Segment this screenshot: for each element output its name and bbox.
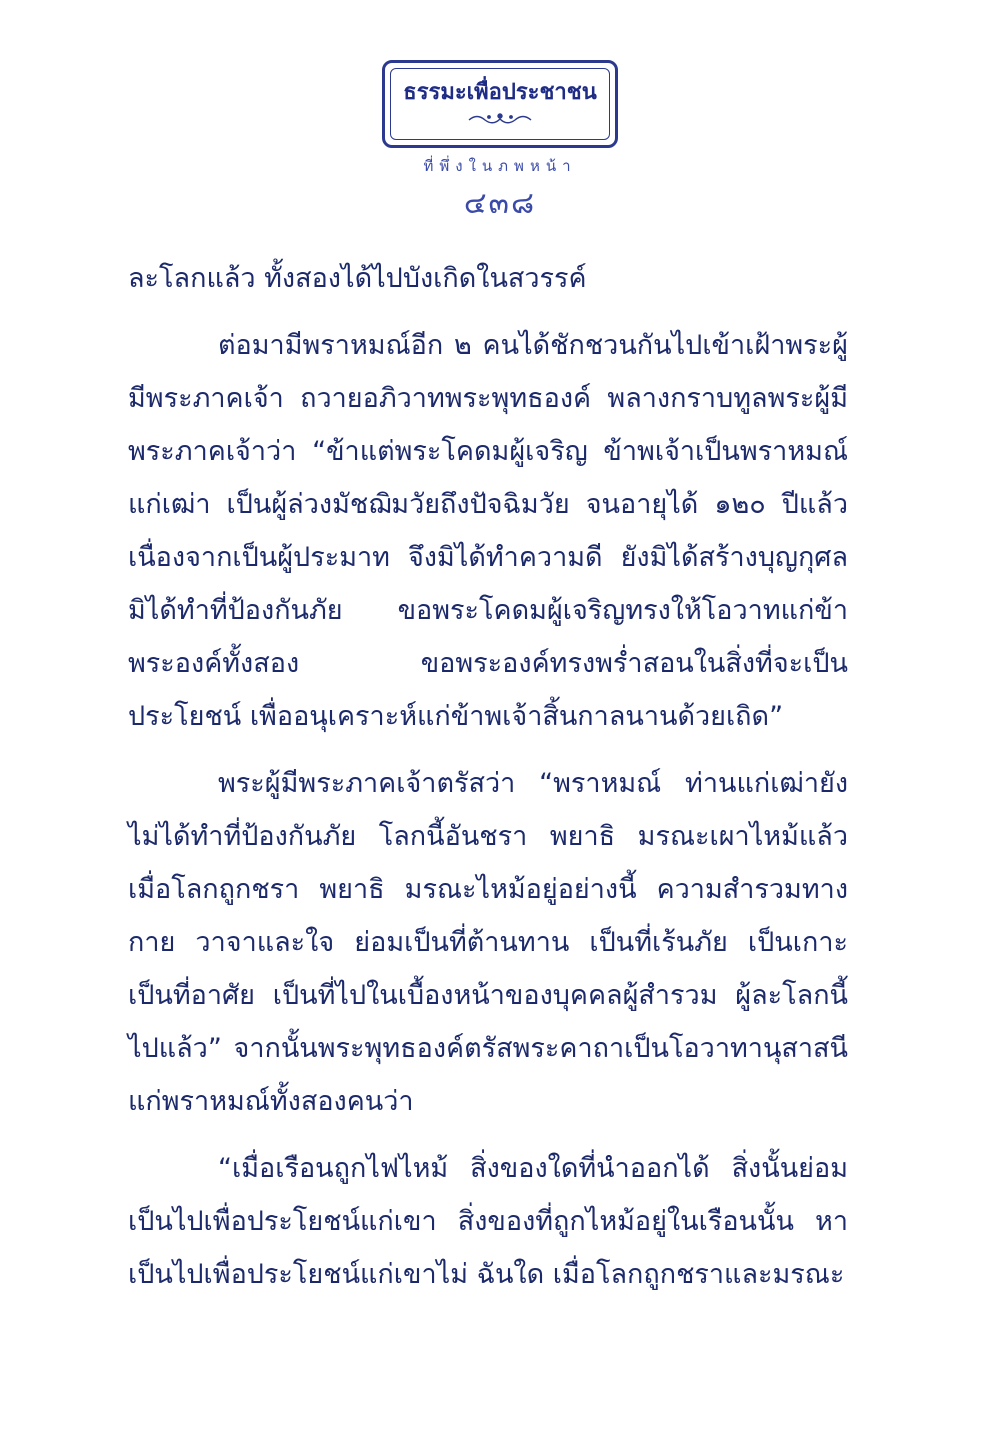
page-header <box>0 60 1000 227</box>
ornament-icon <box>465 111 535 127</box>
book-logo <box>382 60 618 148</box>
paragraph: ต่อมามีพราหมณ์อีก ๒ คนได้ชักชวนกันไปเข้าเฝ้าพระผู้มีพระภาคเจ้า ถวายอภิวาทพระพุทธองค์ พลางกราบทูลพระผู้มีพระภาคเจ้าว่า “ข้าแต่พระโคดมผู้เจริญ ข้าพเจ้าเป็นพราหมณ์แก่เฒ่า เป็นผู้ล่วงมัชฌิมวัยถึงปัจฉิมวัย จนอายุได้ ๑๒๐ ปีแล้ว เนื่องจากเป็นผู้ประมาท จึงมิได้ทำความดี ยังมิได้สร้างบุญกุศล มิได้ทำที่ป้องกันภัย ขอพระโคดมผู้เจริญทรงให้โอวาทแก่ข้าพระองค์ทั้งสอง ขอพระองค์ทรงพร่ำสอนในสิ่งที่จะเป็นประโยชน์ เพื่ออนุเคราะห์แก่ข้าพเจ้าสิ้นกาลนานด้วยเถิด” <box>128 330 848 732</box>
book-subtitle: ที่พึ่งในภพหน้า <box>423 157 577 175</box>
paragraph: ละโลกแล้ว ทั้งสองได้ไปบังเกิดในสวรรค์ <box>128 263 587 294</box>
paragraph: “เมื่อเรือนถูกไฟไหม้ สิ่งของใดที่นำออกได้ สิ่งนั้นย่อมเป็นไปเพื่อประโยชน์แก่เขา สิ่งของที่ถูกไหม้อยู่ในเรือนนั้น หาเป็นไปเพื่อประโยชน์แก่เขาไม่ ฉันใด เมื่อโลกถูกชราและมรณะ <box>128 1153 848 1290</box>
page-number: ๔๓๘ <box>463 186 537 221</box>
paragraph: พระผู้มีพระภาคเจ้าตรัสว่า “พราหมณ์ ท่านแก่เฒ่ายังไม่ได้ทำที่ป้องกันภัย โลกนี้อันชรา พยาธิ มรณะเผาไหม้แล้ว เมื่อโลกถูกชรา พยาธิ มรณะไหม้อยู่อย่างนี้ ความสำรวมทางกาย วาจาและใจ ย่อมเป็นที่ต้านทาน เป็นที่เร้นภัย เป็นเกาะ เป็นที่อาศัย เป็นที่ไปในเบื้องหน้าของบุคคลผู้สำรวม ผู้ละโลกนี้ไปแล้ว” จากนั้นพระพุทธองค์ตรัสพระคาถาเป็นโอวาทานุสาสนีแก่พราหมณ์ทั้งสองคนว่า <box>128 768 848 1117</box>
logo-title: ธรรมะเพื่อประชาชน <box>403 78 597 105</box>
page-body <box>128 252 848 1301</box>
